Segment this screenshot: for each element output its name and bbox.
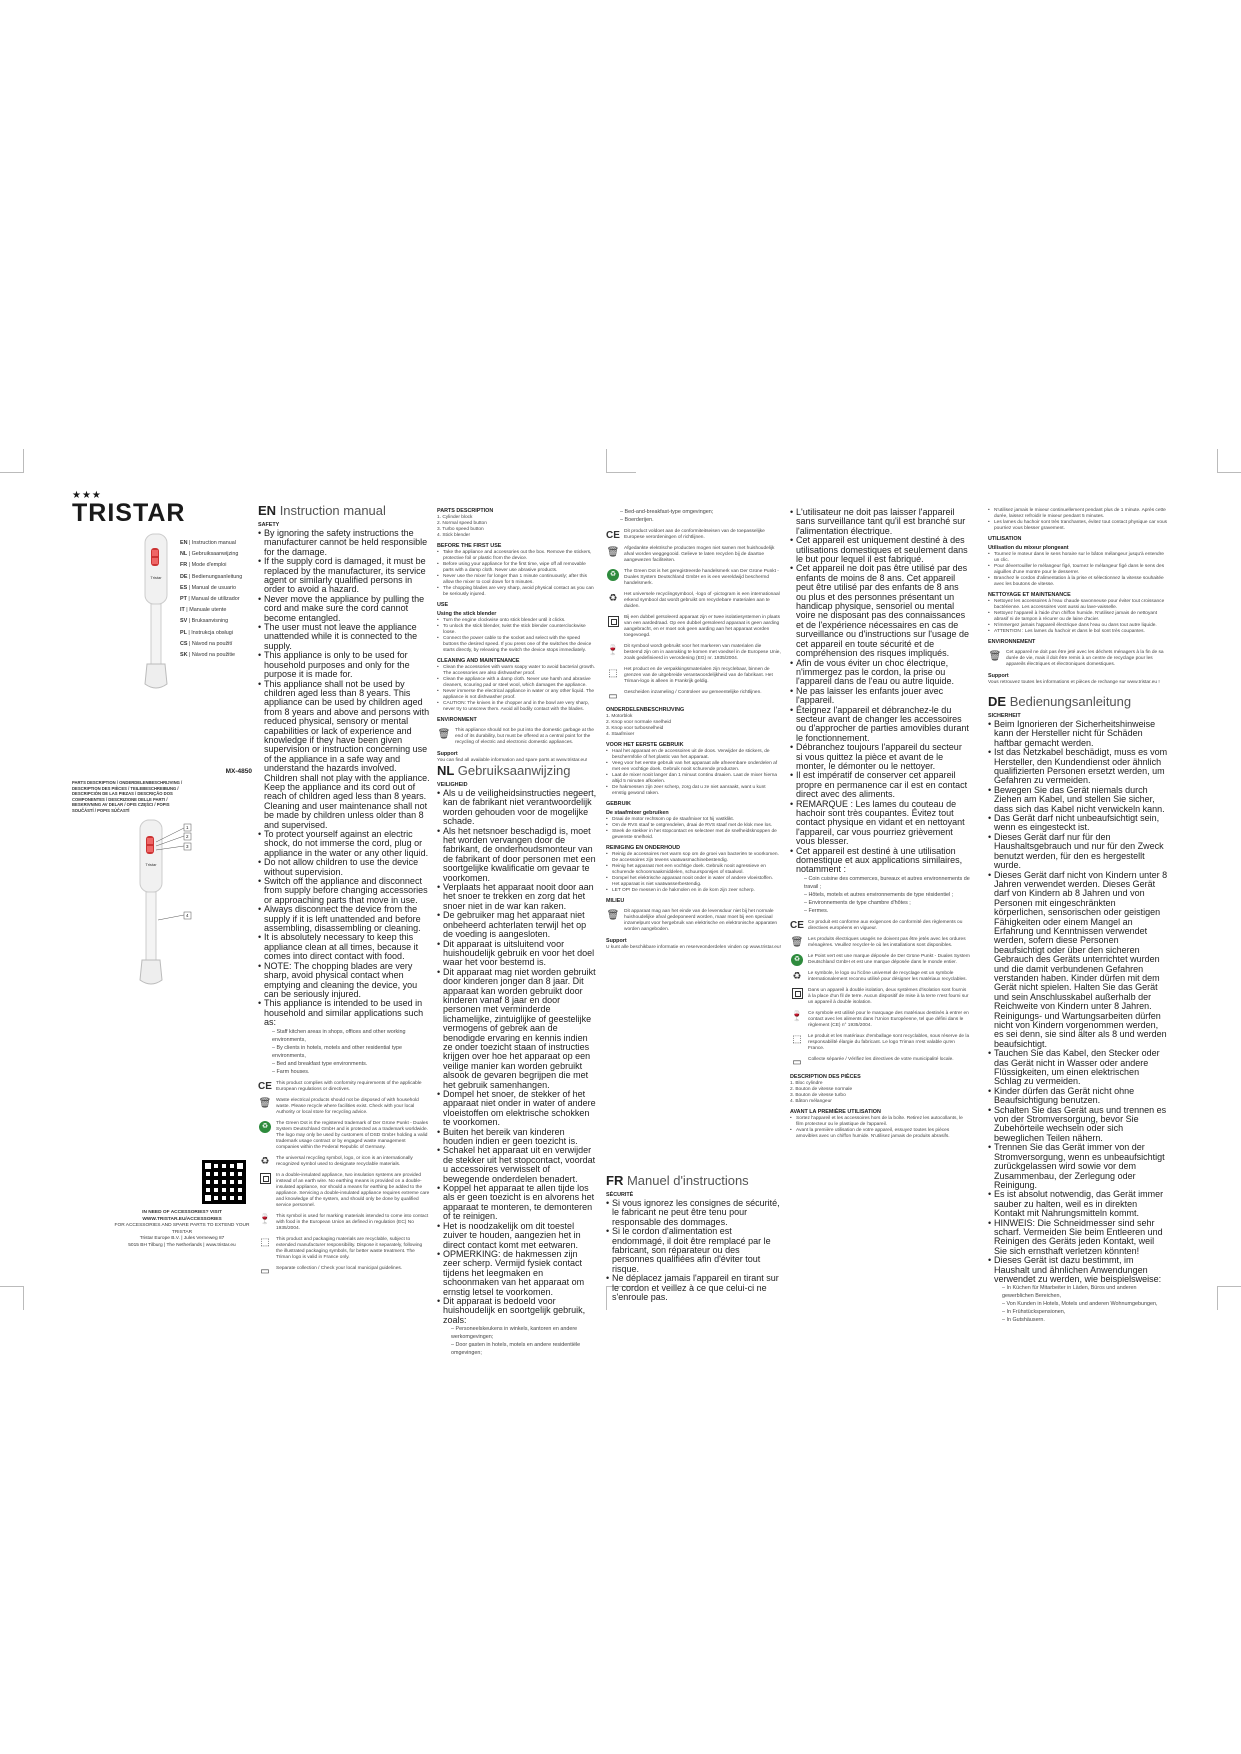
double-insulated-icon [608,616,619,627]
recycle-text: Het universele recyclingsymbool, -logo of -pictogram is een internationaal erkend symbool dat wordt gebruikt om recyclebare materialen aan te duiden. [624,592,780,609]
list-item: – In Gutshäusern. [1002,1317,1045,1324]
list-item: • Laat de mixer nooit langer dan 1 minuut continu draaien. Laat de mixer hierna altijd 5 minuten afkoelen. [606,773,781,785]
model-number: MX-4850 [225,768,252,775]
language-item: CS | Návod na použití [180,640,233,647]
green-dot-text: The Green Dot is het geregistreerde handelsmerk van Der Grüne Punkt - Duales System Deutschland GmbH en is een wereldwijd beschermd handelsmerk. [624,569,779,586]
stick-list [606,817,781,841]
language-item: FR | Mode d'emploi [180,562,227,569]
language-item: SK | Návod na použitie [180,652,236,659]
list-item: • Steek de stekker in het stopcontact en selecteer met de snelheidsknoppen de gewenste snelheid. [606,829,781,841]
list-item: • Haal het apparaat en de accessoires uit de doos. Verwijder de stickers, de beschermfolie of het plastic van het apparaat. [606,749,781,761]
weee-bin-icon: 🗑 [437,728,451,740]
green-dot-icon: ♻ [259,1121,271,1133]
list-item: • Pour déverrouiller le mélangeur figé, tournez le mélangeur figé dans le sens des aiguilles d'une montre pour le desserrer. [988,564,1168,576]
list-item: • Il est impératif de conserver cet appareil propre en permanence car il est en contact direct avec des aliments. [790,771,970,799]
weee-bin-icon: 🗑 [790,937,804,949]
list-item: 4. Stick blender [437,533,471,538]
subsection-heading: Using the stick blender [437,611,497,617]
ce-text: This product complies with conformity requirements of the applicable European regulations or directives. [276,1080,422,1092]
brand-logo: TRISTAR [72,499,186,527]
recycle-text: Le symbole, le logo ou l'icône universel de recyclage est un symbole internationalement reconnu utilisé pour désigner les matériaux recyclables. [808,970,967,982]
list-item: • Schalten Sie das Gerät aus und trennen es von der Stromversorgung, bevor Sie Zubehörteile wechseln oder sich beweglichen Teilen nähern. [988,1106,1168,1144]
subsection-heading: CLEANING AND MAINTENANCE [437,658,520,664]
list-item: • Ist das Netzkabel beschädigt, muss es vom Hersteller, den Kundendienst oder ähnlich qualifizierten Personen ersetzt werden, um Gefahren zu vermeiden. [988,748,1168,786]
support-text: Vous retrouvez toutes les informations et pièces de rechange sur www.tristar.eu ! [988,680,1160,685]
ce-mark-icon: CE [606,529,620,541]
nl-column-2 [606,508,781,1158]
list-item: • Als u de veiligheidsinstructies negeert, kan de fabrikant niet verantwoordelijk worden gehouden voor de mogelijke schade. [437,789,597,827]
list-item: • The chopping blades are very sharp, avoid physical contact as you can be seriously injured. [437,586,597,598]
list-item: • OPMERKING: de hakmessen zijn zeer scherp. Vermijd fysiek contact tijdens het leegmaken en schoonmaken van het apparaat om ernstig letsel te voorkomen. [437,1250,597,1297]
food-contact-icon: 🍷 [790,1011,804,1023]
callout-label: 2 [186,834,189,839]
list-item: – Environnements de type chambre d'hôtes ; [804,899,911,906]
crop-mark [606,449,636,473]
packaging-text: This product and packaging materials are recyclable, subject to extended manufacturer responsibility. Dispose it separately, following the illustrated packaging symbols, for better waste treatment. The Triman logo is valid in France only. [276,1236,423,1260]
accessories-link[interactable]: WWW.TRISTAR.EU/ACCESSORIES [142,1216,222,1222]
list-item: • Ne pas laisser les enfants jouer avec l'appareil. [790,687,970,706]
list-item: • Afin de vous éviter un choc électrique, n'immergez pas le cordon, la prise ou l'appareil dans de l'eau ou autre liquide. [790,659,970,687]
language-list [180,538,270,661]
list-item: • Clean the accessories with warm soapy water to avoid bacterial growth. The accessories are also dishwasher proof. [437,665,597,677]
subsection-heading: VOOR HET EERSTE GEBRUIK [606,742,684,748]
packaging-text: Le produit et les matériaux d'emballage sont recyclables, sous réserve de la responsabilité élargie du fabricant. Le logo Triman n'est valable qu'en France. [808,1033,970,1051]
packaging-icon: ⬚ [792,1034,802,1046]
subsection-heading: BEFORE THE FIRST USE [437,543,502,549]
list-item: 2. Normal speed button [437,521,487,526]
recycle-text: The universal recycling symbol, logo, or icon is an internationally recognized symbol used to designate recyclable materials. [276,1155,413,1167]
section-title: DE Bedienungsanleitung [988,694,1132,709]
stick-list [437,618,597,654]
subsection-heading: AVANT LA PREMIÈRE UTILISATION [790,1108,881,1115]
safety-list [437,789,597,1325]
subsection-heading: Utilisation du mixeur plongeant [988,545,1069,551]
list-item: • By ignoring the safety instructions the manufacturer cannot be held responsible for the damage. [258,529,430,557]
list-item: – Staff kitchen areas in shops, offices and other working environments, [272,1028,406,1043]
food-contact-icon: 🍷 [606,644,620,656]
qr-code [202,1160,246,1204]
list-item: • Trennen Sie das Gerät immer von der Stromversorgung, wenn es unbeaufsichtigt zurückgelassen wird sowie vor dem Zusammenbau, der Zerlegung oder Reinigung. [988,1143,1168,1190]
list-item: • Dieses Gerät darf nur für den Haushaltsgebrauch und nur für den Zweck benutzt werden, für den es hergestellt wurde. [988,833,1168,871]
subsection-heading: Support [437,751,458,757]
list-item: – Boerderijen. [620,517,654,523]
list-item: • NOTE: The chopping blades are very sharp, avoid physical contact when emptying and cleaning the device, you can be seriously injured. [258,962,430,1000]
brand-stars: ★★★ [72,490,102,501]
product-image [127,534,187,714]
list-item: • Beim Ignorieren der Sicherheitshinweise kann der Hersteller nicht für Schäden haftbar gemacht werden. [988,720,1168,748]
food-contact-icon: 🍷 [258,1214,272,1226]
list-item: • Cet appareil est destiné à une utilisation domestique et aux applications similaires, notamment : [790,847,970,875]
list-item: • Verplaats het apparaat nooit door aan het snoer te trekken en zorg dat het snoer niet in de war kan raken. [437,883,597,911]
list-item: • Tauchen Sie das Kabel, den Stecker oder das Gerät nicht in Wasser oder andere Flüssigkeiten, um einen elektrischen Schlag zu vermeiden. [988,1049,1168,1087]
list-item: • Dit apparaat mag niet worden gebruikt door kinderen jonger dan 8 jaar. Dit apparaat kan worden gebruikt door kinderen vanaf 8 jaar en door personen met verminderde lichamelijke, zintuiglijke of geestelijke vermogens of gebrek aan de benodigde ervaring en kennis indien ze onder toezicht staan of instructies krijgen over hoe het apparaat op een veilige manier kan worden gebruikt alsook de gevaren begrijpen die met het gebruik samenhangen. [437,968,597,1090]
list-item: – Door gasten in hotels, motels en andere residentiële omgevingen; [451,1342,581,1357]
list-item: – Farm houses. [272,1068,310,1075]
subsection-heading: UTILISATION [988,536,1022,542]
list-item: • Dit apparaat is uitsluitend voor huishoudelijk gebruik en voor het doel waar het voor bestemd is. [437,940,597,968]
list-item: • Als het netsnoer beschadigd is, moet het worden vervangen door de fabrikant, de onderhoudsmonteur van de fabrikant of door personen met een soortgelijke kwalificatie om gevaar te voorkomen. [437,827,597,883]
parts-diagram [122,820,242,1050]
weee-bin-icon: 🗑 [988,650,1002,662]
list-item: 1. Motorblok [606,714,633,719]
list-item: • Dompel het elektrische apparaat nooit onder in water of andere vloeistoffen. Het apparaat is niet vaatwasserbestendig. [606,876,781,888]
subsection-heading: SÉCURITÉ [606,1192,634,1198]
weee-text: Afgedankte elektrische producten mogen niet samen met huishoudelijk afval worden weggegooid. Gelieve te laten recyclen bij de daartoe aangewezen faciliteiten. [624,546,775,563]
callout-label: 4 [186,913,189,918]
list-item: • If the supply cord is damaged, it must be replaced by the manufacturer, its service agent or similarly qualified persons in order to avoid a hazard. [258,557,430,595]
cleaning-list [988,599,1168,635]
subsection-heading: Support [988,673,1009,679]
subsection-heading: DESCRIPTION DES PIÈCES [790,1073,861,1080]
subsection-heading: ONDERDELENBESCHRIJVING [606,707,685,713]
list-item: • Cet appareil ne doit pas être utilisé par des enfants de moins de 8 ans. Cet appareil peut être utilisé par des enfants de 8 ans ou plus et des personnes présentant un handicap physique, sensoriel ou mental voire ne disposant pas des connaissances et de l'expérience nécessaires en cas de surveillance ou d'instructions sur l'usage de cet appareil en toute sécurité et de compréhension des risques impliqués. [790,564,970,658]
list-item: • Koppel het apparaat te allen tijde los als er geen toezicht is en alvorens het apparaat te monteren, te demonteren of te reinigen. [437,1184,597,1222]
green-dot-icon: ♻ [791,954,803,966]
cleaning-list [437,665,597,713]
safety-list [606,1199,781,1302]
before-list [988,508,1168,532]
crop-mark [1217,1286,1241,1310]
en-column-2 [437,508,597,763]
list-item: • Before using your appliance for the first time, wipe off all removable parts with a damp cloth. Never use abrasive products. [437,562,597,574]
before-list [437,550,597,598]
list-item: • Sortez l'appareil et les accessoires hors de la boîte. Retirez les autocollants, le film protecteur ou le plastique de l'appareil. [790,1116,970,1128]
fr-column-2 [790,508,970,1285]
section-title: NL Gebruiksaanwijzing [437,763,571,778]
green-dot-icon: ♻ [607,569,619,581]
weee-bin-icon: 🗑 [606,909,620,921]
double-insulated-text: Bij een dubbel geïsoleerd apparaat zijn er twee isolatiesystemen in plaats van een aardedraad. Op een dubbel geïsoleerd apparaat is geen aarding aangebracht, en er moet ook geen aarding aan het apparaat worden toegevoegd. [624,615,780,638]
list-item: – Hôtels, motels et autres environnements de type résidentiel ; [804,891,954,898]
language-item: NL | Gebruiksaanwijzing [180,551,239,558]
list-item: 1. Bloc cylindre [790,1080,823,1086]
double-insulated-icon [792,988,803,999]
list-item: • To protect yourself against an electric shock, do not immerse the cord, plug or appliance in the water or any other liquid. [258,830,430,858]
subsection-heading: NETTOYAGE ET MAINTENANCE [988,592,1071,598]
list-item: 1. Cylinder block [437,515,473,520]
list-item: • Always disconnect the device from the supply if it is left unattended and before assembling, disassembling or cleaning. [258,905,430,933]
section-title: EN Instruction manual [258,503,386,518]
double-insulated-icon [260,1173,271,1184]
list-item: • Dieses Gerät darf nicht von Kindern unter 8 Jahren verwendet werden. Dieses Gerät darf von Kindern ab 8 Jahren und von Personen mit eingeschränkten körperlichen, sensorischen oder geistigen Fähigkeiten oder einem Mangel an Erfahrung und Kenntnissen verwendet werden, sofern diese Personen beaufsichtigt oder über den sicheren Gebrauch des Geräts unterrichtet wurden und die damit verbundenen Gefahren verstanden haben. Kinder dürfen mit dem Gerät nicht spielen. Halten Sie das Gerät und sein Anschlusskabel außerhalb der Reichweite von Kindern unter 8 Jahren. Reinigungs- und Wartungsarbeiten dürfen nicht von Kindern vorgenommen werden, es sei denn, sie sind älter als 8 und werden beaufsichtigt. [988,871,1168,1050]
fr-column [606,1170,781,1303]
list-item: – Personeelskeukens in winkels, kantoren en andere werkomgevingen; [451,1326,578,1341]
list-item: • L'utilisateur ne doit pas laisser l'appareil sans surveillance tant qu'il est branché sur l'alimentation électrique. [790,508,970,536]
parts-description-header: PARTS DESCRIPTION / ONDERDELENBESCHRIJVING / DESCRIPTION DES PIÈCES / TEILEBESCHREIBUNG / DESCRIPCIÓN DE LAS PIEZAS / DESCRIÇÃO DOS COMPONENTES / DESCRIZIONE DELLE PARTI / BESKRIVNING AV DELAR / OPIS CZĘŚCI / POPIS SOUČÁSTÍ / POPIS SÚČASTÍ [72,780,183,813]
list-item: • Dieses Gerät ist dazu bestimmt, im Haushalt und ähnlichen Anwendungen verwendet zu werden, wie beispielsweise: [988,1256,1168,1284]
subsection-heading: PARTS DESCRIPTION [437,508,494,514]
subsection-heading: ENVIRONMENT [437,717,477,723]
list-item: • Dit apparaat is bedoeld voor huishoudelijk en soortgelijk gebruik, zoals: [437,1297,597,1325]
packaging-text: Het product en de verpakkingsmaterialen zijn recyclebaar, binnen de grenzen van de uitgebreide verantwoordelijkheid van de fabrikant. Het Triman-logo is alleen in Frankrijk geldig. [624,667,773,684]
list-item: • CAUTION: The knives in the chopper and in the bowl are very sharp, never try to unscrew them. Avoid all bodily contact with the blades. [437,701,597,713]
stick-list [988,552,1168,588]
list-item: • Débranchez toujours l'appareil du secteur si vous quittez la pièce et avant de le monter, le démonter ou le nettoyer. [790,743,970,771]
list-item: • Bewegen Sie das Gerät niemals durch Ziehen am Kabel, und stellen Sie sicher, dass sich das Kabel nicht verwickeln kann. [988,786,1168,814]
weee-text: Les produits électriques usagés ne doivent pas être jetés avec les ordures ménagères. Veuillez recycler-le où les installations sont disponibles. [808,936,966,948]
list-item: • Si le cordon d'alimentation est endommagé, il doit être remplacé par le fabricant, son réparateur ou des personnes qualifiées afin d'éviter tout risque. [606,1227,781,1274]
list-item: • Draai de motor rechtsom op de staafmixer tot hij vastklikt. [606,817,781,823]
list-item: 4. Bâton mélangeur [790,1098,832,1104]
list-item: • Ne déplacez jamais l'appareil en tirant sur le cordon et veillez à ce que celui-ci ne s'enroule pas. [606,1274,781,1302]
svg-text:Tristar: Tristar [150,575,162,580]
list-item: • LET OP! De messen in de hakmolen en in de kom zijn zeer scherp. [606,888,781,894]
list-item: • Tournez le moteur dans le sens horaire sur le bâton mélangeur jusqu'à entendre un clic. [988,552,1168,564]
safety-list [790,508,970,875]
before-list [606,749,781,797]
list-item: • ATTENTION : Les lames du hachoir et dans le bol sont très coupantes. [988,629,1168,635]
green-dot-text: Le Point vert est une marque déposée de Der Grüne Punkt - Duales System Deutschland GmbH et est une marque déposée dans le monde entier. [808,953,970,965]
packaging-icon: ⬚ [260,1237,270,1249]
subsection-heading: De staafmixer gebruiken [606,810,669,816]
list-item: 3. Knop voor turbosnelheid [606,726,664,731]
list-item: • Les lames du hachoir sont très tranchantes, évitez tout contact physique car vous pourriez vous blesser gravement. [988,520,1168,532]
subsection-heading: ENVIRONNEMENT [988,639,1036,645]
language-item: SV | Bruksanvisning [180,618,229,625]
env-text: Cet appareil ne doit pas être jeté avec les déchets ménagers à la fin de sa durée de vie, mais il doit être remis à un centre de recyclage pour les appareils électriques et électroniques domestiques. [1006,650,1164,667]
language-item: ES | Manual de usuario [180,584,236,591]
subsection-heading: USE [437,602,449,608]
ce-mark-icon: CE [258,1081,272,1093]
list-item: • Branchez le cordon d'alimentation à la prise et sélectionnez la vitesse souhaitée avec les boutons de vitesse. [988,576,1168,588]
list-item: – Von Kunden in Hotels, Motels und anderen Wohnumgebungen, [1002,1301,1158,1308]
crop-mark [0,1286,24,1310]
collection-text: Collecte séparée / Vérifiez les directives de votre municipalité locale. [808,1056,954,1062]
safety-list [988,720,1168,1284]
crop-mark [1217,449,1241,473]
list-item: • De gebruiker mag het apparaat niet onbeheerd achterlaten terwijl het op de voeding is aangesloten. [437,911,597,939]
list-item: • Si vous ignorez les consignes de sécurité, le fabricant ne peut être tenu pour responsable des dommages. [606,1199,781,1227]
list-item: – By clients in hotels, motels and other residential type environments, [272,1044,403,1059]
callout-label: 1 [186,825,189,830]
recycle-icon: ♻ [260,1156,270,1168]
weee-bin-icon: 🗑 [258,1098,272,1110]
subsection-heading: REINIGING EN ONDERHOUD [606,845,680,851]
list-item: • Never move the appliance by pulling the cord and make sure the cord cannot become entangled. [258,595,430,623]
list-item: • This appliance is only to be used for household purposes and only for the purpose it is made for. [258,651,430,679]
list-item: • Never use the mixer for longer than 1 minute continuously; after this allow the mixer to cool down for 5 minutes. [437,574,597,586]
list-item: • This appliance shall not be used by children aged less than 8 years. This appliance can be used by children aged from 8 years and above and persons with reduced physical, sensory or mental capabilities or lack of experience and knowledge if they have been given supervision or instruction concerning use of the appliance in a safe way and understand the hazards involved. Children shall not play with the appliance. Keep the appliance and its cord out of reach of children aged less than 8 years. Cleaning and user maintenance shall not be made by children unless older than 8 and supervised. [258,680,430,831]
double-insulated-text: In a double-insulated appliance, two insulation systems are provided instead of an earth wire. No earthing means is provided on a double-insulated appliance, nor should a means for earthing be added to the appliance. Servicing a double-insulated appliance requires extreme care and knowledge of the system, and should only be done by qualified service personnel. [276,1172,430,1208]
accessories-info: IN NEED OF ACCESSORIES? VISIT WWW.TRISTAR.EU/ACCESSORIES FOR ACCESSORIES AND SPARE PARTS TO EXTEND YOUR TRISTAR Tristar Europe B.V. | Jules Verneweg 87 5015 BH Tilburg | The Netherlands | www.tristar.eu [114,1210,250,1248]
list-item: 3. Bouton de vitesse turbo [790,1092,846,1098]
env-text: This appliance should not be put into the domestic garbage at the end of its durability, but must be offered at a central point for the recycling of electric and electronic domestic appliances. [455,728,594,745]
collection-icon: ▭ [792,1057,802,1069]
subsection-heading: SAFETY [258,522,280,528]
support-text: U kunt alle beschikbare informatie en reserveonderdelen vinden op www.tristar.eu! [606,945,781,950]
list-item: • N'utilisez jamais le mixeur continuellement pendant plus de 1 minute. Après cette durée, laissez refroidir le mixeur pendant 5 minutes. [988,508,1168,520]
list-item: • Buiten het bereik van kinderen houden indien er geen toezicht is. [437,1128,597,1147]
list-item: • De hakmessen zijn zeer scherp, zorg dat u ze niet aanraakt, want u kunt ernstig gewond raken. [606,785,781,797]
list-item: – Fermes. [804,907,829,914]
language-item: PT | Manual de utilizador [180,596,240,603]
list-item: • Das Gerät darf nicht unbeaufsichtigt sein, wenn es eingesteckt ist. [988,814,1168,833]
en-column [258,500,430,1285]
list-item: • Es ist absolut notwendig, das Gerät immer sauber zu halten, weil es in direkten Kontakt mit Nahrungsmitteln kommt. [988,1190,1168,1218]
safety-list [258,529,430,1028]
subsection-heading: MILIEU [606,898,625,904]
before-list [790,1116,970,1140]
list-item: 4. Staafmixer [606,732,635,737]
language-item: PL | Instrukcja obsługi [180,629,233,636]
list-item: • Do not allow children to use the device without supervision. [258,858,430,877]
list-item: • REMARQUE : Les lames du couteau de hachoir sont très coupantes. Évitez tout contact physique en vidant et en nettoyant l'appareil, car vous pourriez grièvement vous blesser. [790,800,970,847]
list-item: • Never immerse the electrical appliance in water or any other liquid. The appliance is not dishwasher proof. [437,689,597,701]
collection-icon: ▭ [608,690,618,702]
list-item: • Reinig het apparaat met een vochtige doek. Gebruik nooit agressieve en schurende schoonmaakmiddelen, schuursponsjes of staalwol. [606,864,781,876]
subsection-heading: VEILIGHEID [437,782,468,788]
list-item: • Take the appliance and accessories out the box. Remove the stickers, protective foil or plastic from the device. [437,550,597,562]
food-contact-text: Ce symbole est utilisé pour le marquage des matériaux destinés à entrer en contact avec les aliments dans l'Union Européenne, tel que défini dans le règlement (CE) n° 1935/2004. [808,1010,969,1028]
list-item: • Kinder dürfen das Gerät nicht ohne Beaufsichtigung benutzen. [988,1087,1168,1106]
list-item: • Switch off the appliance and disconnect from supply before changing accessories or approaching parts that move in use. [258,877,430,905]
list-item: • Avant la première utilisation de votre appareil, essuyez toutes les pièces amovibles avec un chiffon humide. N'utilisez jamais de produits abrasifs. [790,1128,970,1140]
list-item: 2. Knop voor normale snelheid [606,720,672,725]
list-item: – Coin cuisine des commerces, bureaux et autres environnements de travail ; [804,875,970,890]
list-item: • Schakel het apparaat uit en verwijder de stekker uit het stopcontact, voordat u accessoires verwisselt of bewegende onderdelen benadert. [437,1146,597,1184]
list-item: 3. Turbo speed button [437,527,484,532]
double-insulated-text: Dans un appareil à double isolation, deux systèmes d'isolation sont fournis à la place d'un fil de terre. Aucun dispositif de mise à la terre n'est fourni sur un appareil à double isolation. [808,987,969,1005]
subsection-heading: GEBRUIK [606,801,631,807]
list-item: • Nettoyez les accessoires à l'eau chaude savonneuse pour éviter tout croissance bactérienne. Les accessoires vont aussi au lave-vaisselle. [988,599,1168,611]
subsection-heading: SICHERHEIT [988,713,1021,719]
subsection-heading: Support [606,938,627,944]
list-item: – Bed and breakfast type environments. [272,1060,368,1067]
list-item: – Bed-and-breakfast-type omgevingen; [620,509,714,515]
list-item: • Nettoyez l'appareil à l'aide d'un chiffon humide. N'utilisez jamais de nettoyant abrasif ni de tampon à récurer ou de laine d'acier. [988,611,1168,623]
list-item: • To unlock the stick blender, twist the stick blender counterclockwise loose. [437,624,597,636]
ce-text: Ce produit est conforme aux exigences de conformité des règlements ou directives européens en vigueur. [808,919,963,931]
language-item: EN | Instruction manual [180,540,236,546]
list-item: • Clean the appliance with a damp cloth. Never use harsh and abrasive cleaners, scouring pad or steel wool, which damages the appliance. [437,677,597,689]
list-item: • Reinig de accessoires met warm sop om de groei van bacteriën te voorkomen. De accessoires zijn tevens vaatwasmachinebestendig. [606,852,781,864]
nl-column [437,760,597,1357]
ce-mark-icon: CE [790,920,804,932]
recycle-icon: ♻ [792,971,802,983]
list-item: • Éteignez l'appareil et débranchez-le du secteur avant de changer les accessoires ou d'approcher de parties amovibles durant le fonctionnement. [790,706,970,744]
list-item: • Het is noodzakelijk om dit toestel zuiver te houden, aangezien het in direct contact komt met eetwaren. [437,1222,597,1250]
list-item: • N'immergez jamais l'appareil électrique dans l'eau ou dans tout autre liquide. [988,623,1168,629]
weee-text: Waste electrical products should not be disposed of with household waste. Please recycle where facilities exist. Check with your local Authority or local store for recycling advice. [276,1097,419,1115]
env-text: Dit apparaat mag aan het einde van de levensduur niet bij het normale huishoudelijke afval gedeponeerd worden, maar moet bij een speciaal inzamelpunt voor hergebruik van elektrische en elektronische apparaten worden aangeboden. [624,909,778,932]
support-text: You can find all available information and spare parts at www.tristar.eu! [437,758,588,763]
recycle-icon: ♻ [608,592,618,604]
collection-text: Separate collection / Check your local municipal guidelines. [276,1265,403,1271]
list-item: • Veeg voor het eerste gebruik van het apparaat alle afneembare onderdelen af met een vochtige doek. Gebruik nooit schurende producten. [606,761,781,773]
list-item: • This appliance is intended to be used in household and similar applications such as: [258,999,430,1027]
fr-column-3 [988,508,1168,1324]
collection-text: Gescheiden inzameling / Controleer uw gemeentelijke richtlijnen. [624,690,762,695]
list-item: • HINWEIS: Die Schneidmesser sind sehr scharf. Vermeiden Sie beim Entleeren und Reinigen des Geräts jeden Kontakt, weil Sie sich ernsthaft verletzen könnten! [988,1219,1168,1257]
section-title: FR Manuel d'instructions [606,1173,749,1188]
green-dot-text: The Green Dot is the registered trademark of Der Grüne Punkt - Duales System Deutschland GmbH and is protected as a trademark worldwide. The logo may only be used by customers of DSD GmbH holding a valid trademark usage contract or by engaged waste management companies within the Federal Republic of Germany. [276,1120,428,1150]
list-item: • Cet appareil est uniquement destiné à des utilisations domestiques et seulement dans le but pour lequel il est fabriqué. [790,536,970,564]
list-item: – In Küchen für Mitarbeiter in Läden, Büros und anderen gewerblichen Bereichen, [1002,1285,1137,1300]
list-item: • It is absolutely necessary to keep this appliance clean at all times, because it comes into direct contact with food. [258,933,430,961]
cover-column [72,490,252,1290]
language-item: DE | Bedienungsanleitung [180,573,243,580]
crop-mark [0,449,24,473]
svg-text:Tristar: Tristar [145,862,157,867]
food-contact-text: Dit symbool wordt gebruikt voor het markeren van materialen die bestemd zijn om in aanraking te komen met voedsel in de Europese Unie, zoals gedefinieerd in verordening (EG) nr. 1935/2004. [624,644,781,661]
cleaning-list [606,852,781,894]
packaging-icon: ⬚ [608,667,618,679]
list-item: • Turn the engine clockwise onto stick blender until it clicks. [437,618,597,624]
list-item: – In Frühstückspensionen, [1002,1309,1066,1316]
list-item: • The user must not leave the appliance unattended while it is connected to the supply. [258,623,430,651]
list-item: • Connect the power cable to the socket and select with the speed buttons the desired speed. If you press one of the switches the device starts directly, by releasing the switch the device stops immediately. [437,636,597,654]
food-contact-text: This symbol is used for marking materials intended to come into contact with food in the European Union as defined in regulation (EC) No 1935/2004. [276,1213,429,1231]
collection-icon: ▭ [260,1266,270,1278]
list-item: • Dompel het snoer, de stekker of het apparaat niet onder in water of andere vloeistoffen om elektrische schokken te voorkomen. [437,1090,597,1128]
callout-label: 3 [186,844,189,849]
language-item: IT | Manuale utente [180,607,227,614]
weee-bin-icon: 🗑 [606,546,620,558]
list-item: 2. Bouton de vitesse normale [790,1086,853,1092]
ce-text: Dit product voldoet aan de conformiteitseisen van de toepasselijke Europese verordeningen of richtlijnen. [624,529,765,540]
list-item: • Om de RVS staaf te ontgrendelen, draai de RVS staaf met de klok mee los. [606,823,781,829]
